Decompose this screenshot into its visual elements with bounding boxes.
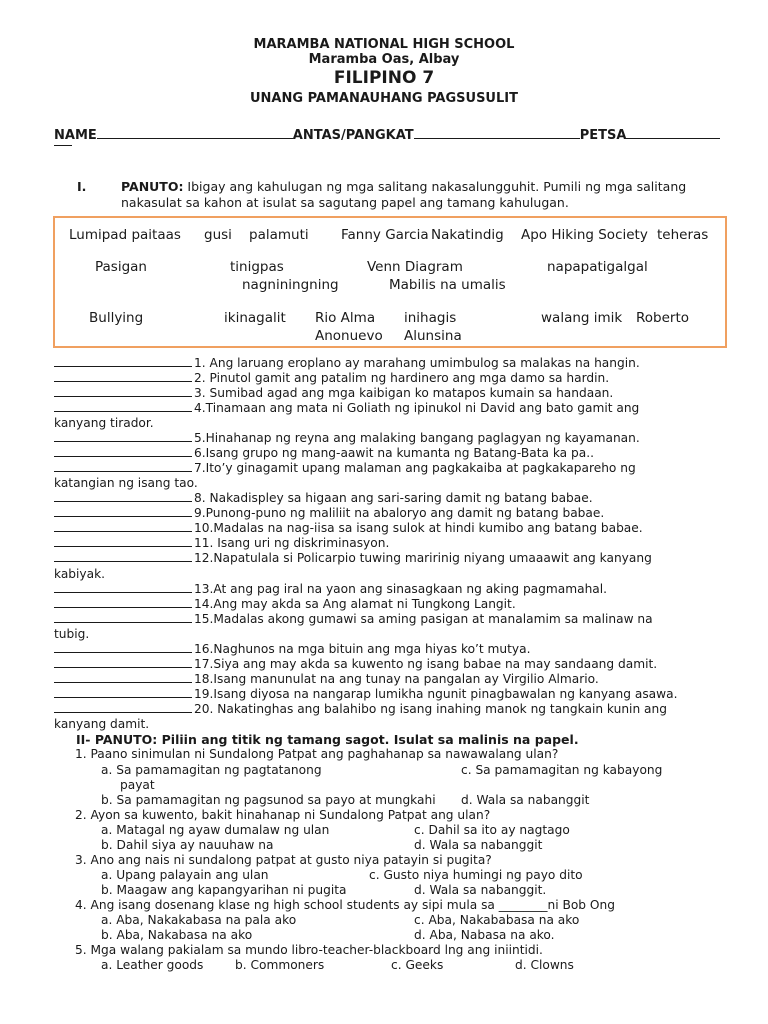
list-item: 6.Isang grupo ng mang-aawit na kumanta ng Batang-Bata ka pa.. bbox=[54, 446, 594, 460]
word-bank-item: nagniningning bbox=[242, 277, 339, 293]
choice: b. Sa pamamagitan ng pagsunod sa payo at mungkahi bbox=[101, 793, 436, 807]
word-bank-item: Fanny Garcia bbox=[341, 227, 429, 243]
answer-blank[interactable] bbox=[54, 521, 192, 532]
word-bank-item: Bullying bbox=[89, 310, 144, 326]
answer-blank[interactable] bbox=[54, 702, 192, 713]
grade-label: ANTAS/PANGKAT bbox=[292, 128, 414, 143]
grade-blank[interactable] bbox=[414, 127, 580, 139]
answer-blank[interactable] bbox=[54, 597, 192, 608]
school-address: Maramba Oas, Albay bbox=[308, 52, 460, 67]
list-item-continuation: katangian ng isang tao. bbox=[54, 476, 198, 490]
section1-number: I. bbox=[77, 179, 87, 194]
word-bank-item: napapatigalgal bbox=[547, 259, 648, 275]
question: 3. Ano ang nais ni sundalong patpat at gusto niya patayin si pugita? bbox=[75, 853, 492, 867]
word-bank-item: walang imik bbox=[541, 310, 623, 326]
choice: c. Aba, Nakababasa na ako bbox=[414, 913, 580, 927]
answer-blank[interactable] bbox=[54, 461, 192, 472]
list-item: 17.Siya ang may akda sa kuwento ng isang babae na may sandaang damit. bbox=[54, 657, 657, 671]
answer-blank[interactable] bbox=[54, 446, 192, 457]
answer-blank[interactable] bbox=[54, 582, 192, 593]
word-bank-item: ikinagalit bbox=[224, 310, 286, 326]
choice: b. Commoners bbox=[235, 958, 325, 972]
list-item-continuation: tubig. bbox=[54, 627, 90, 641]
answer-blank[interactable] bbox=[54, 536, 192, 547]
subject-title: FILIPINO 7 bbox=[333, 68, 435, 88]
list-item: 7.Ito’y ginagamit upang malaman ang pagkakaiba at pagkakapareho ng bbox=[54, 461, 636, 475]
choice: c. Geeks bbox=[391, 958, 444, 972]
list-item: 2. Pinutol gamit ang patalim ng hardinero ang mga damo sa hardin. bbox=[54, 371, 609, 385]
answer-blank[interactable] bbox=[54, 371, 192, 382]
list-item: 20. Nakatinghas ang balahibo ng isang inahing manok ng tangkain kunin ang bbox=[54, 702, 667, 716]
word-bank-item: Anonuevo bbox=[315, 328, 383, 344]
list-item-continuation: kanyang tirador. bbox=[54, 416, 154, 430]
list-item: 11. Isang uri ng diskriminasyon. bbox=[54, 536, 389, 550]
list-item-continuation: kabiyak. bbox=[54, 567, 106, 581]
list-item: 12.Napatulala si Policarpio tuwing maririnig niyang umaaawit ang kanyang bbox=[54, 551, 652, 565]
word-bank-item: Nakatindig bbox=[431, 227, 504, 243]
list-item: 18.Isang manunulat na ang tunay na pangalan ay Virgilio Almario. bbox=[54, 672, 599, 686]
choice: b. Maagaw ang kapangyarihan ni pugita bbox=[101, 883, 347, 897]
word-bank-item: gusi bbox=[204, 227, 232, 243]
choice: a. Upang palayain ang ulan bbox=[101, 868, 269, 882]
choice: d. Aba, Nabasa na ako. bbox=[414, 928, 555, 942]
section2-heading: II- PANUTO: Piliin ang titik ng tamang sagot. Isulat sa malinis na papel. bbox=[76, 732, 579, 747]
answer-blank[interactable] bbox=[54, 687, 192, 698]
answer-blank[interactable] bbox=[54, 672, 192, 683]
answer-blank[interactable] bbox=[54, 401, 192, 412]
choice: d. Clowns bbox=[515, 958, 574, 972]
choice: payat bbox=[120, 778, 155, 792]
list-item: 1. Ang laruang eroplano ay marahang umimbulog sa malakas na hangin. bbox=[54, 356, 640, 370]
word-bank-item: Alunsina bbox=[404, 328, 462, 344]
answer-blank[interactable] bbox=[54, 551, 192, 562]
choice: a. Aba, Nakakabasa na pala ako bbox=[101, 913, 297, 927]
name-label: NAME bbox=[54, 128, 97, 143]
answer-blank[interactable] bbox=[54, 386, 192, 397]
word-bank-item: tinigpas bbox=[230, 259, 284, 275]
list-item: 9.Punong-puno ng maliliit na abaloryo ang damit ng batang babae. bbox=[54, 506, 604, 520]
exam-title: UNANG PAMANAUHANG PAGSUSULIT bbox=[250, 91, 518, 106]
answer-blank[interactable] bbox=[54, 491, 192, 502]
word-bank-item: Mabilis na umalis bbox=[389, 277, 506, 293]
list-item: 4.Tinamaan ang mata ni Goliath ng ipinukol ni David ang bato gamit ang bbox=[54, 401, 639, 415]
word-bank-item: Roberto bbox=[636, 310, 690, 326]
choice: d. Wala sa nabanggit bbox=[414, 838, 543, 852]
word-bank-item: Rio Alma bbox=[315, 310, 376, 326]
choice: a. Sa pamamagitan ng pagtatanong bbox=[101, 763, 322, 777]
list-item: 14.Ang may akda sa Ang alamat ni Tungkong Langit. bbox=[54, 597, 516, 611]
answer-blank[interactable] bbox=[54, 642, 192, 653]
question: 4. Ang isang dosenang klase ng high school students ay sipi mula sa ________ni Bob Ong bbox=[75, 898, 615, 912]
choice: d. Wala sa nabanggit bbox=[461, 793, 590, 807]
answer-blank[interactable] bbox=[54, 506, 192, 517]
list-item: 13.At ang pag iral na yaon ang sinasagkaan ng aking pagmamahal. bbox=[54, 582, 607, 596]
word-bank-item: Apo Hiking Society bbox=[521, 227, 648, 243]
answer-blank[interactable] bbox=[54, 356, 192, 367]
word-bank-item: Lumipad paitaas bbox=[69, 227, 181, 243]
choice: c. Gusto niya humingi ng payo dito bbox=[369, 868, 583, 882]
date-blank[interactable] bbox=[626, 127, 720, 139]
list-item: 16.Naghunos na mga bituin ang mga hiyas ko’t mutya. bbox=[54, 642, 531, 656]
question: 2. Ayon sa kuwento, bakit hinahanap ni Sundalong Patpat ang ulan? bbox=[75, 808, 491, 822]
choice: d. Wala sa nabanggit. bbox=[414, 883, 547, 897]
list-item: 8. Nakadispley sa higaan ang sari-saring damit ng batang babae. bbox=[54, 491, 593, 505]
choice: a. Matagal ng ayaw dumalaw ng ulan bbox=[101, 823, 330, 837]
panuto-text: Ibigay ang kahulugan ng mga salitang nakasalungguhit. Pumili ng mga salitang nakasulat sa kahon at isulat sa sagutang papel ang tamang kahulugan. bbox=[121, 179, 687, 210]
list-item: 15.Madalas akong gumawi sa aming pasigan at manalamim sa malinaw na bbox=[54, 612, 653, 626]
school-name: MARAMBA NATIONAL HIGH SCHOOL bbox=[253, 37, 515, 52]
choice: b. Aba, Nakabasa na ako bbox=[101, 928, 253, 942]
answer-blank[interactable] bbox=[54, 657, 192, 668]
date-label: PETSA bbox=[579, 128, 627, 143]
name-row bbox=[54, 127, 720, 143]
word-bank-item: palamuti bbox=[249, 227, 309, 243]
list-item-continuation: kanyang damit. bbox=[54, 717, 150, 731]
list-item: 3. Sumibad agad ang mga kaibigan ko matapos kumain sa handaan. bbox=[54, 386, 613, 400]
answer-blank[interactable] bbox=[54, 431, 192, 442]
answer-blank[interactable] bbox=[54, 612, 192, 623]
list-item: 5.Hinahanap ng reyna ang malaking bangang paglagyan ng kayamanan. bbox=[54, 431, 640, 445]
panuto-label: PANUTO: bbox=[121, 179, 184, 194]
word-bank-item: Pasigan bbox=[95, 259, 147, 275]
question: 5. Mga walang pakialam sa mundo libro-teacher-blackboard lng ang iniintidi. bbox=[75, 943, 543, 957]
section1-instructions bbox=[121, 179, 721, 211]
list-item: 19.Isang diyosa na nangarap lumikha ngunit pinagbawalan ng kanyang asawa. bbox=[54, 687, 677, 701]
choice: c. Dahil sa ito ay nagtago bbox=[414, 823, 570, 837]
name-blank[interactable] bbox=[97, 127, 293, 139]
word-bank-item: inihagis bbox=[404, 310, 457, 326]
choice: c. Sa pamamagitan ng kabayong bbox=[461, 763, 663, 777]
word-bank-item: Venn Diagram bbox=[367, 259, 463, 275]
question: 1. Paano sinimulan ni Sundalong Patpat ang paghahanap sa nawawalang ulan? bbox=[75, 747, 559, 761]
choice: b. Dahil siya ay nauuhaw na bbox=[101, 838, 274, 852]
choice: a. Leather goods bbox=[101, 958, 204, 972]
word-bank-item: teheras bbox=[657, 227, 709, 243]
list-item: 10.Madalas na nag-iisa sa isang sulok at hindi kumibo ang batang babae. bbox=[54, 521, 643, 535]
name-row-dash bbox=[54, 145, 72, 146]
